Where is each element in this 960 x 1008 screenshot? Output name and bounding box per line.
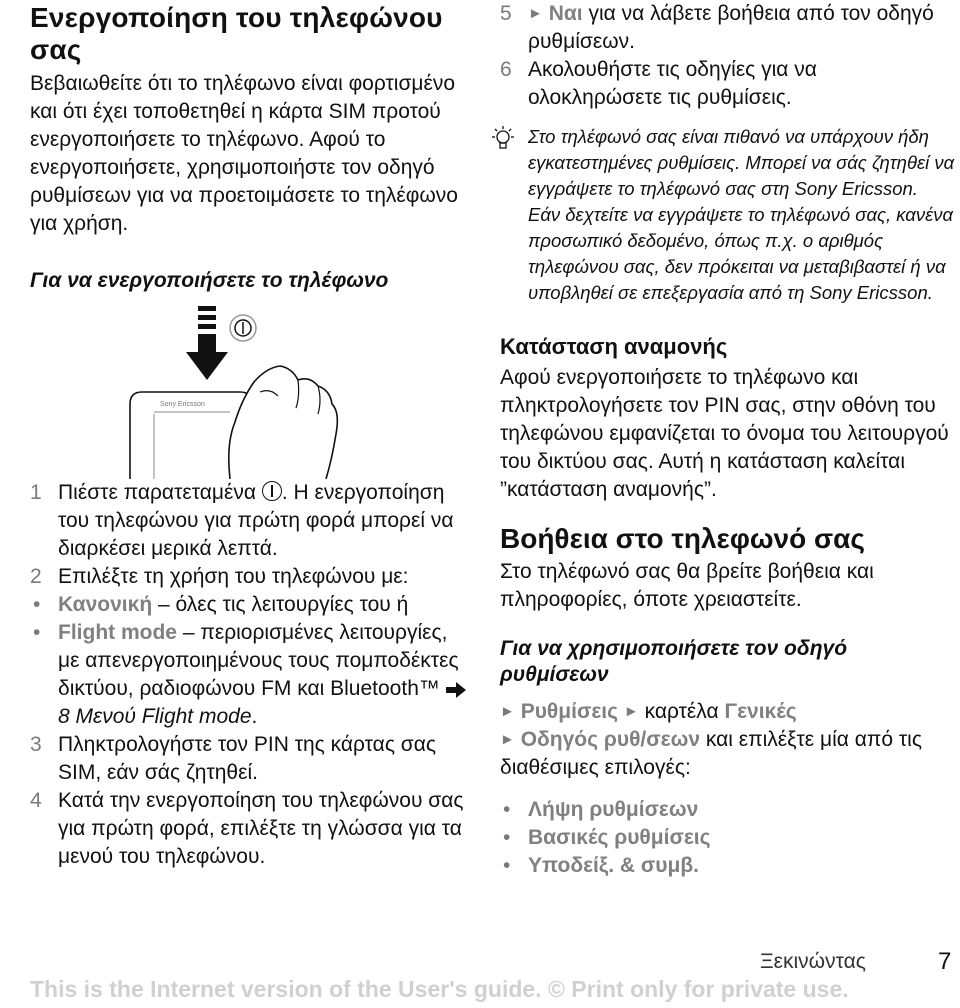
standby-heading: Κατάσταση αναμονής — [500, 334, 728, 359]
option-download-settings — [500, 796, 955, 824]
settings-menu-term: Ρυθμίσεις — [520, 700, 619, 723]
bullet-icon: • — [33, 593, 41, 616]
right-column — [500, 0, 955, 880]
help-paragraph: Στο τηλέφωνό σας θα βρείτε βοήθεια και πληροφορίες, όποτε χρειαστείτε. — [500, 560, 874, 611]
setup-guide-text: και επιλέξτε μία από τις διαθέσιμες επιλογές: — [500, 728, 922, 779]
step-5 — [500, 0, 955, 56]
option-label: Λήψη ρυθμίσεων — [528, 798, 699, 821]
arrow-icon: ► — [623, 703, 639, 720]
help-heading: Βοήθεια στο τηλεφωνό σας — [500, 523, 865, 554]
general-tab-term: Γενικές — [724, 700, 797, 723]
step-1-text-a: Πιέστε παρατεταμένα — [58, 481, 256, 504]
tab-word: καρτέλα — [638, 700, 725, 723]
step-1-text-b: . Η ενεργοποίηση του τηλεφώνου για πρώτη φορά μπορεί να διαρκέσει μερικά λεπτά. — [58, 481, 454, 560]
left-column — [30, 0, 470, 871]
step-1 — [30, 479, 470, 563]
watermark-text: This is the Internet version of the User's guide. © Print only for private use. — [30, 976, 849, 1002]
intro-paragraph: Βεβαιωθείτε ότι το τηλέφωνο είναι φορτισμένο και ότι έχει τοποθετηθεί η κάρτα SIM προτού ενεργοποιήσετε το τηλέφωνο. Αφού το ενεργοποιήσετε, χρησιμοποιήστε τον οδηγό ρυθμίσεων για να προετοιμάσετε το τηλέφωνο για χρήση. — [30, 72, 458, 235]
step-5-text: για να λάβετε βοήθεια από τον οδηγό ρυθμίσεων. — [528, 2, 934, 53]
phone-brand-label: Sony Ericsson — [160, 401, 205, 408]
step-4 — [30, 787, 470, 871]
arrow-icon: ► — [500, 731, 515, 748]
hand-pressing-phone-icon — [30, 304, 470, 479]
step-number: 5 — [500, 2, 512, 25]
option-normal-text: – όλες τις λειτουργίες του ή — [152, 593, 409, 616]
bullet-icon: • — [503, 826, 511, 849]
option-tips-tricks — [500, 852, 955, 880]
tip-text: Στο τηλέφωνό σας είναι πιθανό να υπάρχουν ήδη εγκατεστημένες ρυθμίσεις. Μπορεί να σάς ζητηθεί να εγγράψετε το τηλέφωνό σας στη Sony Ericsson. Εάν δεχτείτε να εγγράψετε το τηλέφωνό σας, κανένα προσωπικό δεδομένο, όπως π.χ. ο αριθμός τηλεφώνου σας, δεν πρόκειται να μεταβιβαστεί ή να υποβληθεί σε επεξεργασία από τη Sony Ericsson. — [528, 126, 955, 303]
nav-settings-path — [500, 698, 955, 726]
step-number: 2 — [30, 565, 42, 588]
activate-subheading: Για να ενεργοποιήσετε το τηλέφωνο — [30, 269, 389, 292]
step-2 — [30, 563, 470, 591]
option-normal-term: Κανονική — [58, 593, 153, 616]
footer-section-name: Ξεκινώντας — [760, 950, 866, 973]
bullet-icon: • — [503, 798, 511, 821]
option-label: Βασικές ρυθμίσεις — [528, 826, 711, 849]
setup-options-list — [500, 796, 955, 880]
step-number: 6 — [500, 58, 512, 81]
step-5-term: Ναι — [548, 2, 583, 25]
step-4-text: Κατά την ενεργοποίηση του τηλεφώνου σας για πρώτη φορά, επιλέξτε τη γλώσσα για τα μενού του τηλεφώνου. — [58, 789, 464, 868]
step-number: 1 — [30, 481, 42, 504]
reference-arrow-icon — [446, 682, 466, 698]
step-number: 4 — [30, 789, 42, 812]
step-3 — [30, 731, 470, 787]
tip-note — [500, 124, 955, 306]
flight-mode-reference: 8 Μενού Flight mode — [58, 705, 252, 728]
setup-guide-subheading: Για να χρησιμοποιήσετε τον οδηγό ρυθμίσεων — [500, 637, 848, 686]
lightbulb-icon — [488, 124, 518, 154]
bullet-icon: • — [503, 854, 511, 877]
power-on-illustration — [30, 304, 470, 479]
option-label: Υποδείξ. & συμβ. — [528, 854, 699, 877]
option-basic-settings — [500, 824, 955, 852]
option-flight-mode — [30, 619, 470, 731]
option-flight-end: . — [251, 705, 258, 728]
standby-paragraph: Αφού ενεργοποιήσετε το τηλέφωνο και πληκτρολογήσετε τον PIN σας, στην οθόνη του τηλεφώνου εμφανίζεται το όνομα του λειτουργού του δικτύου σας. Αυτή η κατάσταση καλείται ”κατάσταση αναμονής”. — [500, 366, 949, 501]
arrow-icon: ► — [528, 5, 543, 22]
step-6-text: Ακολουθήστε τις οδηγίες για να ολοκληρώσετε τις ρυθμίσεις. — [528, 58, 817, 109]
arrow-icon: ► — [500, 703, 515, 720]
step-2-text: Επιλέξτε τη χρήση του τηλεφώνου με: — [58, 565, 409, 588]
option-normal — [30, 591, 470, 619]
option-flight-term: Flight mode — [58, 621, 177, 644]
step-3-text: Πληκτρολογήστε τον PIN της κάρτας σας SIM, εάν σάς ζητηθεί. — [58, 733, 436, 784]
power-key-icon — [262, 481, 282, 501]
page-number: 7 — [938, 948, 952, 975]
bullet-icon: • — [33, 621, 41, 644]
step-6 — [500, 56, 955, 112]
section-title: Ενεργοποίηση του τηλεφώνου σας — [30, 2, 443, 65]
option-flight-text: – περιορισμένες λειτουργίες, με απενεργοποιημένους τους πομποδέκτες δικτύου, ραδιοφώνου FM και Bluetooth™ — [58, 621, 459, 700]
setup-guide-term: Οδηγός ρυθ/σεων — [520, 728, 701, 751]
nav-setup-guide-path — [500, 726, 955, 782]
step-number: 3 — [30, 733, 42, 756]
